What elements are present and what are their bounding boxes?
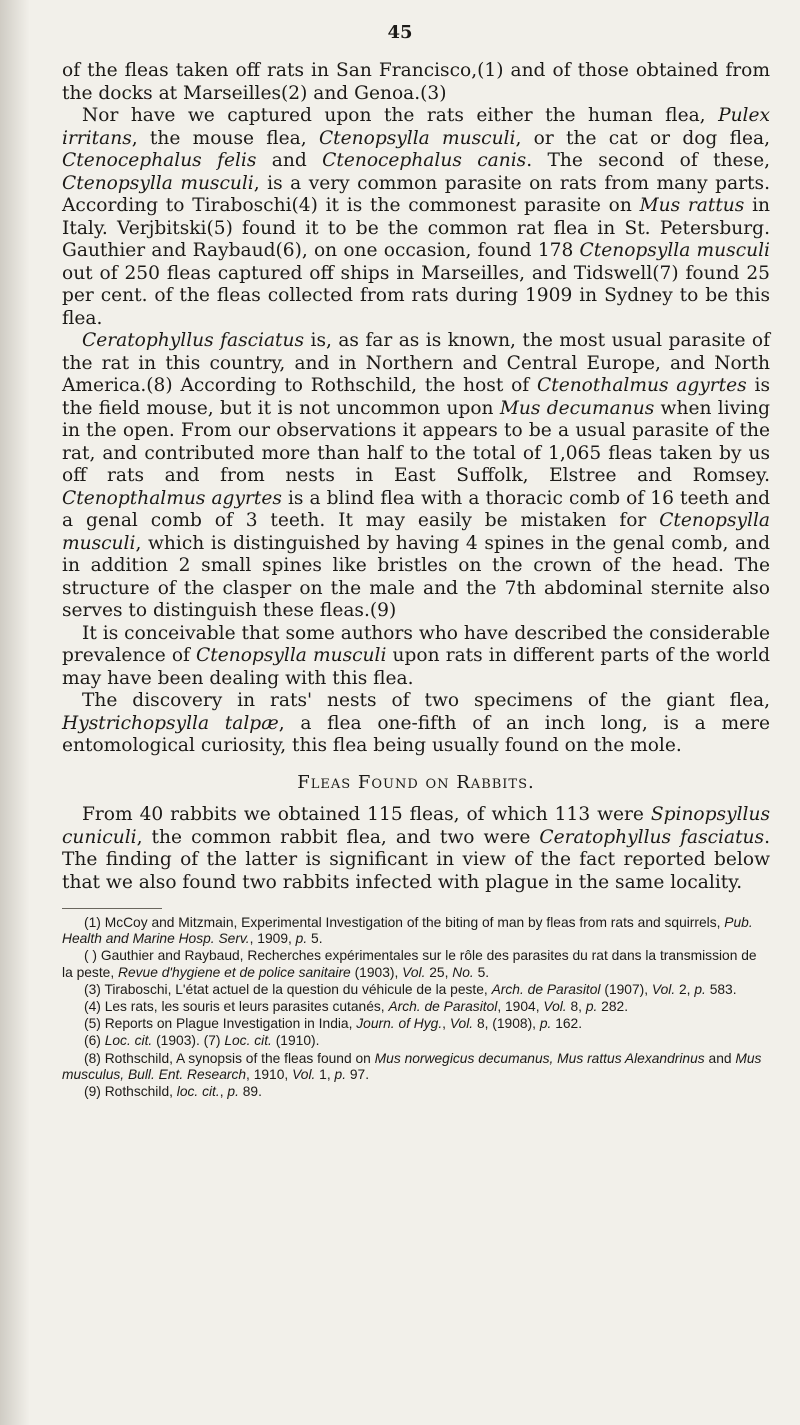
italic-text: Spinopsyllus cuniculi xyxy=(62,804,770,848)
italic-text: Ceratophyllus fasciatus xyxy=(82,330,305,351)
section-heading: Fleas Found on Rabbits. xyxy=(297,771,535,793)
italic-text: Ctenopsylla musculi xyxy=(196,645,387,666)
footnotes xyxy=(62,915,770,1100)
text-run: The discovery in rats' nests of two specimens of the giant flea, xyxy=(82,690,770,711)
footnote xyxy=(62,982,770,998)
text-run: . The finding of the latter is significant in view of the fact reported below that we also found two rabbits infected with plague in the same locality. xyxy=(62,826,770,893)
text-run: (4) Les rats, les souris et leurs parasites cutanés, xyxy=(84,999,389,1015)
paragraph xyxy=(62,623,770,691)
italic-text: Vol. xyxy=(543,999,567,1015)
italic-text: Ctenopsylla musculi xyxy=(62,510,770,554)
text-run: 2, xyxy=(675,981,695,997)
italic-text: Arch. de Parasitol xyxy=(491,981,601,997)
paragraph xyxy=(62,690,770,758)
text-run: , 1910, xyxy=(246,1066,293,1082)
text-run: is, as far as is known, the most usual parasite of the rat in this country, and in Northern and Central Europe, and North America.(8) According to Rothschild, the host of xyxy=(62,330,770,396)
main-text xyxy=(62,60,770,1101)
italic-text: Arch. de Parasitol xyxy=(388,999,498,1015)
text-run: , xyxy=(219,1084,228,1100)
italic-text: Pulex irritans xyxy=(62,105,770,149)
text-run: , or the cat or dog flea, xyxy=(515,127,770,149)
footnote xyxy=(62,915,770,947)
text-run: 1, xyxy=(315,1066,335,1082)
italic-text: Ctenopsylla musculi xyxy=(318,127,516,149)
italic-text: Vol. xyxy=(651,981,676,997)
text-run: upon rats in different parts of the world may have been dealing with this flea. xyxy=(62,645,770,689)
text-run: 5. xyxy=(473,964,490,980)
italic-text: Vol. xyxy=(449,1016,474,1032)
text-run: 583. xyxy=(705,981,737,997)
paragraphs-before-heading xyxy=(62,60,770,758)
text-run: 97. xyxy=(346,1066,370,1082)
paragraph xyxy=(62,105,770,330)
text-run: (1910). xyxy=(271,1033,320,1049)
italic-text: Mus norwegicus decumanus, Mus rattus Alexandrinus xyxy=(374,1050,705,1066)
text-run: 162. xyxy=(551,1016,583,1032)
paragraph xyxy=(62,330,770,623)
text-run: 282. xyxy=(597,999,629,1015)
italic-text: Ctenopsylla musculi xyxy=(579,240,770,261)
binding-shadow xyxy=(0,0,30,1425)
italic-text: Ctenopthalmus agyrtes xyxy=(62,487,282,509)
text-run: 25, xyxy=(425,964,453,980)
italic-text: p. xyxy=(694,981,706,997)
text-run: , 1904, xyxy=(497,999,544,1015)
italic-text: Mus musculus, Bull. Ent. Research xyxy=(62,1050,762,1082)
paragraph xyxy=(62,804,770,894)
italic-text: Revue d'hygiene et de police sanitaire xyxy=(118,964,351,980)
text-run: and xyxy=(704,1050,736,1066)
text-run: of the fleas taken off rats in San Francisco,(1) and of those obtained from the docks at Marseilles(2) and Genoa.(3) xyxy=(62,60,770,104)
italic-text: Ctenocephalus canis xyxy=(322,150,527,171)
text-run: It is conceivable that some authors who have described the considerable prevalence of xyxy=(62,622,770,666)
italic-text: Vol. xyxy=(402,964,426,980)
text-run: From 40 rabbits we obtained 115 fleas, of which 113 were xyxy=(82,804,651,825)
footnote xyxy=(62,999,770,1015)
italic-text: Vol. xyxy=(292,1066,316,1082)
text-run: 8, xyxy=(566,999,586,1015)
footnote xyxy=(62,1016,770,1032)
italic-text: Ctenopsylla musculi xyxy=(62,172,254,194)
italic-text: Hystrichopsylla talpæ xyxy=(62,712,279,734)
text-run: (6) xyxy=(84,1033,105,1049)
text-run: ( ) Gauthier and Raybaud, Recherches expérimentales sur le rôle des parasites du rat dans la transmission de la peste, xyxy=(62,948,757,980)
italic-text: Ctenocephalus felis xyxy=(62,150,257,171)
italic-text: Loc. cit. xyxy=(104,1033,153,1049)
text-run: when living in the open. From our observations it appears to be a usual parasite of the rat, and contributed more than half to the total of 1,065 fleas taken by us off rats and from nests in East Suffolk, Elstree and Romsey. xyxy=(62,397,770,486)
italic-text: No. xyxy=(452,964,474,980)
text-run: (1903). (7) xyxy=(152,1033,225,1049)
text-run: , the mouse flea, xyxy=(131,127,319,149)
italic-text: p. xyxy=(539,1016,552,1032)
text-run: (1907), xyxy=(600,981,652,997)
text-run: , which is distinguished by having 4 spines in the genal comb, and in addition 2 small spines like bristles on the crown of the head. The structure of the clasper on the male and the 7th abdominal sternite also serves to distinguish these fleas.(9) xyxy=(62,532,770,621)
italic-text: p. xyxy=(334,1066,347,1082)
text-run: 8, (1908), xyxy=(473,1016,540,1032)
text-run: , xyxy=(442,1016,450,1032)
text-run: Nor have we captured upon the rats either the human flea, xyxy=(82,105,719,126)
text-run: (1903), xyxy=(350,964,403,980)
footnote-rule xyxy=(62,908,162,909)
footnote xyxy=(62,1033,770,1049)
text-run: in Italy. Verjbitski(5) found it to be the common rat flea in St. Petersburg. Gauthier and Raybaud(6), on one occasion, found 178 xyxy=(62,195,770,261)
text-run: (3) Tiraboschi, L'état actuel de la question du véhicule de la peste, xyxy=(84,981,492,997)
page-number: 45 xyxy=(387,22,413,43)
italic-text: p. xyxy=(585,999,598,1015)
italic-text: p. xyxy=(227,1084,239,1100)
italic-text: Ctenothalmus agyrtes xyxy=(537,375,747,396)
text-run: 5. xyxy=(307,931,323,947)
paragraphs-after-heading xyxy=(62,804,770,894)
italic-text: Mus rattus xyxy=(639,195,745,216)
paragraph xyxy=(62,60,770,105)
text-run: 89. xyxy=(238,1084,262,1100)
text-run: (9) Rothschild, xyxy=(84,1084,177,1100)
italic-text: Mus decumanus xyxy=(499,397,655,419)
text-run: is the field mouse, but it is not uncommon upon xyxy=(62,375,770,419)
text-run: , is a very common parasite on rats from many parts. According to Tiraboschi(4) it is the commonest parasite on xyxy=(62,172,770,216)
text-run: , a flea one-fifth of an inch long, is a mere entomological curiosity, this flea being usually found on the mole. xyxy=(62,712,770,756)
footnote xyxy=(62,1051,770,1083)
text-run: and xyxy=(256,150,323,171)
text-run: . The second of these, xyxy=(526,150,771,171)
italic-text: Journ. of Hyg. xyxy=(356,1016,443,1032)
text-run: (8) Rothschild, A synopsis of the fleas found on xyxy=(84,1050,375,1066)
text-run: , the common rabbit flea, and two were xyxy=(136,826,540,848)
text-run: , 1909, xyxy=(249,931,296,947)
italic-text: Ceratophyllus fasciatus xyxy=(539,826,765,848)
italic-text: p. xyxy=(295,931,308,947)
footnote xyxy=(62,948,770,980)
text-run: (5) Reports on Plague Investigation in India, xyxy=(84,1016,357,1032)
italic-text: loc. cit. xyxy=(176,1084,220,1100)
italic-text: Loc. cit. xyxy=(224,1033,272,1049)
text-run: (1) McCoy and Mitzmain, Experimental Investigation of the biting of man by fleas from rats and squirrels, xyxy=(84,915,725,930)
italic-text: Pub. Health and Marine Hosp. Serv. xyxy=(62,915,753,947)
text-run: is a blind flea with a thoracic comb of 16 teeth and a genal comb of 3 teeth. It may easily be mistaken for xyxy=(62,487,770,531)
footnote xyxy=(62,1084,770,1100)
text-run: out of 250 fleas captured off ships in Marseilles, and Tidswell(7) found 25 per cent. of the fleas collected from rats during 1909 in Sydney to be this flea. xyxy=(62,262,770,329)
